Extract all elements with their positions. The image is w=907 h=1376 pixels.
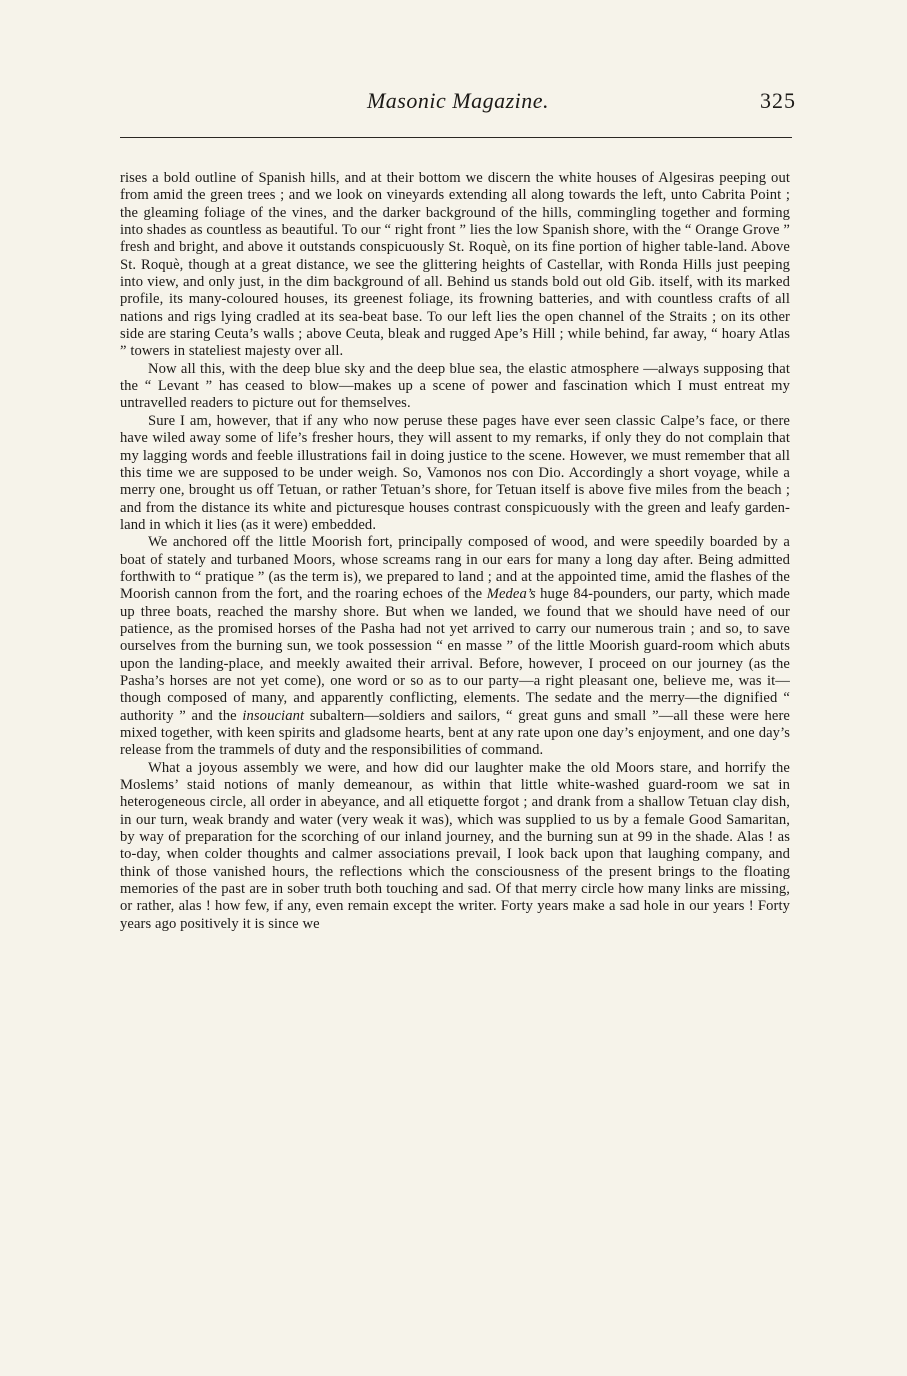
paragraph: [120, 534, 790, 759]
text-run: We anchored off the little Moorish fort, principally composed of wood, and were speedily boarded by a boat of stately and turbaned Moors, whose screams rang in our ears for many a long day after. Being admitted forthwith to “ pratique ” (as the term is), we prepared to land ; and at the appointed time, amid the flashes of the Moorish cannon from the fort, and the roaring echoes of the: [120, 534, 790, 603]
paragraph: [120, 413, 790, 534]
text-run: rises a bold outline of Spanish hills, and at their bottom we discern the white houses of Algesiras peeping out from amid the green trees ; and we look on vineyards extending all along towards the left, unto Cabrita Point ; the gleaming foliage of the vines, and the darker background of the hills, commingling together and forming into shades as countless as beautiful. To our “ right front ” lies the low Spanish shore, with the “ Orange Grove ” fresh and bright, and above it outstands conspicuously St. Roquè, on its fine portion of higher table-land. Above St. Roquè, though at a great distance, we see the glittering heights of Castellar, with Ronda Hills just peeping into view, and only just, in the dim background of all. Behind us stands bold out old Gib. itself, with its marked profile, its many-coloured houses, its greenest foliage, its frowning batteries, and with countless crafts of all nations and rigs lying cradled at its sea-beat base. To our left lies the open channel of the Straits ; on its other side are staring Ceuta’s walls ; above Ceuta, bleak and rugged Ape’s Hill ; while behind, far away, “ hoary Atlas ” towers in stateliest majesty over all.: [120, 170, 790, 360]
article-body: [120, 170, 790, 933]
italic-text: insouciant: [242, 707, 305, 724]
text-run: Now all this, with the deep blue sky and the deep blue sea, the elastic atmosphere —always supposing that the “ Levant ” has ceased to blow—makes up a scene of power and fascination which I must entreat my untravelled readers to picture out for themselves.: [120, 360, 790, 412]
text-run: subaltern—soldiers and sailors, “ great guns and small ”—all these were here mixed together, with keen spirits and gladsome hearts, bent at any rate upon one day’s enjoyment, and one day’s release from the trammels of duty and the responsibilities of command.: [120, 707, 790, 759]
text-run: Sure I am, however, that if any who now peruse these pages have ever seen classic Calpe’s face, or there have wiled away some of life’s fresher hours, they will assent to my remarks, if only they do not complain that my lagging words and feeble illustrations fail in doing justice to the scene. However, we must remember that all this time we are supposed to be under weigh. So, Vamonos nos con Dio. Accordingly a short voyage, while a merry one, brought us off Tetuan, or rather Tetuan’s shore, for Tetuan itself is above five miles from the beach ; and from the distance its white and picturesque houses contrast conspicuously with the green and leafy garden-land in which it lies (as it were) embedded.: [120, 412, 790, 533]
paragraph: [120, 361, 790, 413]
header-rule: [120, 137, 792, 138]
text-run: huge 84-pounders, our party, which made up three boats, reached the marshy shore. But when we landed, we found that we should have need of our patience, as the promised horses of the Pasha had not yet arrived to carry our numerous train ; and so, to save ourselves from the burning sun, we took possession “ en masse ” of the little Moorish guard-room which abuts upon the landing-place, and meekly awaited their arrival. Before, however, I proceed on our journey (as the Pasha’s horses are not yet come), one word or so as to our party—a right pleasant one, believe me, was it—though composed of many, and apparently conflicting, elements. The sedate and the merry—the dignified “ authority ” and the: [120, 586, 790, 724]
paragraph: [120, 760, 790, 933]
page-header: [120, 88, 796, 122]
text-run: What a joyous assembly we were, and how did our laughter make the old Moors stare, and horrify the Moslems’ staid notions of manly demeanour, as within that little white-washed guard-room we sat in heterogeneous circle, all order in abeyance, and all etiquette forgot ; and drank from a shallow Tetuan clay dish, in our turn, weak brandy and water (very weak it was), which was supplied to us by a female Good Samaritan, by way of preparation for the scorching of our inland journey, and the burning sun at 99 in the shade. Alas ! as to-day, when colder thoughts and calmer associations prevail, I look back upon that laughing company, and think of those vanished hours, the reflections which the consciousness of the present brings to the floating memories of the past are in sober truth both touching and sad. Of that merry circle how many links are missing, or rather, alas ! how few, if any, even remain except the writer. Forty years make a sad hole in our years ! Forty years ago positively it is since we: [120, 759, 790, 932]
page-number: 325: [760, 88, 796, 113]
italic-text: Medea’s: [486, 586, 536, 603]
paragraph: [120, 170, 790, 361]
running-title: Masonic Magazine.: [366, 88, 550, 113]
